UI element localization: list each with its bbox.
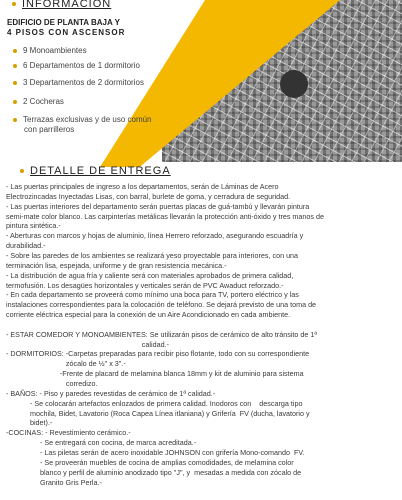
detail-line: calidad.- xyxy=(6,339,169,349)
detail-line: - Aberturas con marcos y hojas de aluminio, línea Herrero reforzado, asegurando escuadría y xyxy=(6,231,304,241)
detail-line: pintura sintética.- xyxy=(6,221,61,231)
detail-line: corriente eléctrica especial para la conexión de un Aire Acondicionado en cada ambiente. xyxy=(6,310,291,320)
list-item: 6 Departamentos de 1 dormitorio xyxy=(13,61,168,71)
bullet-dot-icon xyxy=(13,81,17,85)
detail-line: durabilidad.- xyxy=(6,241,46,251)
detail-line: zócalo de ½" x 3".- xyxy=(6,359,126,369)
detail-line: termofusión. Los desagües horizontales y verticales serán de PVC Awaduct reforzado.- xyxy=(6,280,284,290)
bullet-dot-icon xyxy=(20,169,24,173)
list-item-continuation: con parrilleros xyxy=(24,125,75,134)
detail-line: mochila, Bidet, Lavatorio (Roca Capea Línea itlaniana) y Grifería FV (ducha, lavatorio y xyxy=(6,408,310,418)
detail-header xyxy=(20,165,171,177)
detail-line: - Se entregará con cocina, de marca acreditada.- xyxy=(6,438,197,448)
intro-line-2: 4 PISOS CON ASCENSOR xyxy=(7,28,126,37)
bullet-dot-icon xyxy=(13,118,17,122)
detail-line: - Las puertas interiores del departamento serán puertas placas de guá-tambú y llevarán pintura xyxy=(6,201,310,211)
detail-line: Granito Gris Perla.- xyxy=(6,477,102,487)
detail-line: - DORMITORIOS: -Carpetas preparadas para recibir piso flotante, todo con su correspondiente xyxy=(6,349,310,359)
detail-line: Electrozincadas Inyectadas Lisas, con barral, burlete de goma, y cerradura de seguridad. xyxy=(6,191,291,201)
list-item: Terrazas exclusivas y de uso común xyxy=(13,115,168,125)
building-description xyxy=(7,18,157,38)
detail-line: - BAÑOS: - Piso y paredes revestidas de cerámico de 1ª calidad.- xyxy=(6,388,216,398)
detail-line: - ESTAR COMEDOR Y MONOAMBIENTES: Se utilizarán pisos de cerámico de alto tránsito de 1ª xyxy=(6,329,318,339)
detail-line: semi-mate color blanco. Las carpinterías metálicas llevarán la protección anti-óxido y tres manos de xyxy=(6,211,324,221)
info-title: INFORMACION xyxy=(22,0,112,10)
detail-line: - En cada departamento se proveerá como mínimo una boca para TV, portero eléctrico y las xyxy=(6,290,299,300)
list-item: 9 Monoambientes xyxy=(13,46,168,56)
detail-line: - Se proveerán muebles de cocina de amplias comodidades, de melamina color xyxy=(6,457,294,467)
detail-line: - La distribución de agua fría y caliente será con materiales aprobados de primera calidad, xyxy=(6,270,294,280)
list-item: 3 Departamentos de 2 dormitorios xyxy=(13,78,168,88)
detail-title: DETALLE DE ENTREGA xyxy=(30,165,171,177)
detail-line: corredizo. xyxy=(6,379,98,388)
detail-line: terminación lisa, espejada, uniforme y de gran resistencia mecánica.- xyxy=(6,260,227,270)
bullet-dot-icon xyxy=(13,100,17,104)
bullet-dot-icon xyxy=(13,49,17,53)
detail-line: blanco y perfil de aluminio anodizado tipo "J", y mesadas a medida con zócalo de xyxy=(6,467,302,477)
detail-line: -Frente de placard de melamina blanca 18mm y kit de aluminio para sistema xyxy=(6,369,304,379)
detail-line: - Se colocarán artefactos enlozados de primera calidad. Inodoros con descarga tipo xyxy=(6,398,303,408)
list-item: 2 Cocheras xyxy=(13,97,168,107)
detail-line: - Sobre las paredes de los ambientes se realizará yeso proyectable para interiores, con una xyxy=(6,250,299,260)
intro-line-1: EDIFICIO DE PLANTA BAJA Y xyxy=(7,18,120,27)
detail-line: - Las puertas principales de ingreso a los departamentos, serán de Láminas de Acero xyxy=(6,182,279,191)
detail-line: instalaciones correspondientes para la colocación de teléfono. Se dejará previsto de una toma de xyxy=(6,300,317,310)
detail-line: bidet).- xyxy=(6,418,53,428)
bullet-dot-icon xyxy=(12,2,16,6)
bullet-dot-icon xyxy=(13,64,17,68)
info-header xyxy=(12,0,111,10)
detail-line: -COCINAS: - Revestimiento cerámico.- xyxy=(6,428,131,438)
detail-line: - Las piletas serán de acero inoxidable JOHNSON con grifería Mono-comando FV. xyxy=(6,447,305,457)
